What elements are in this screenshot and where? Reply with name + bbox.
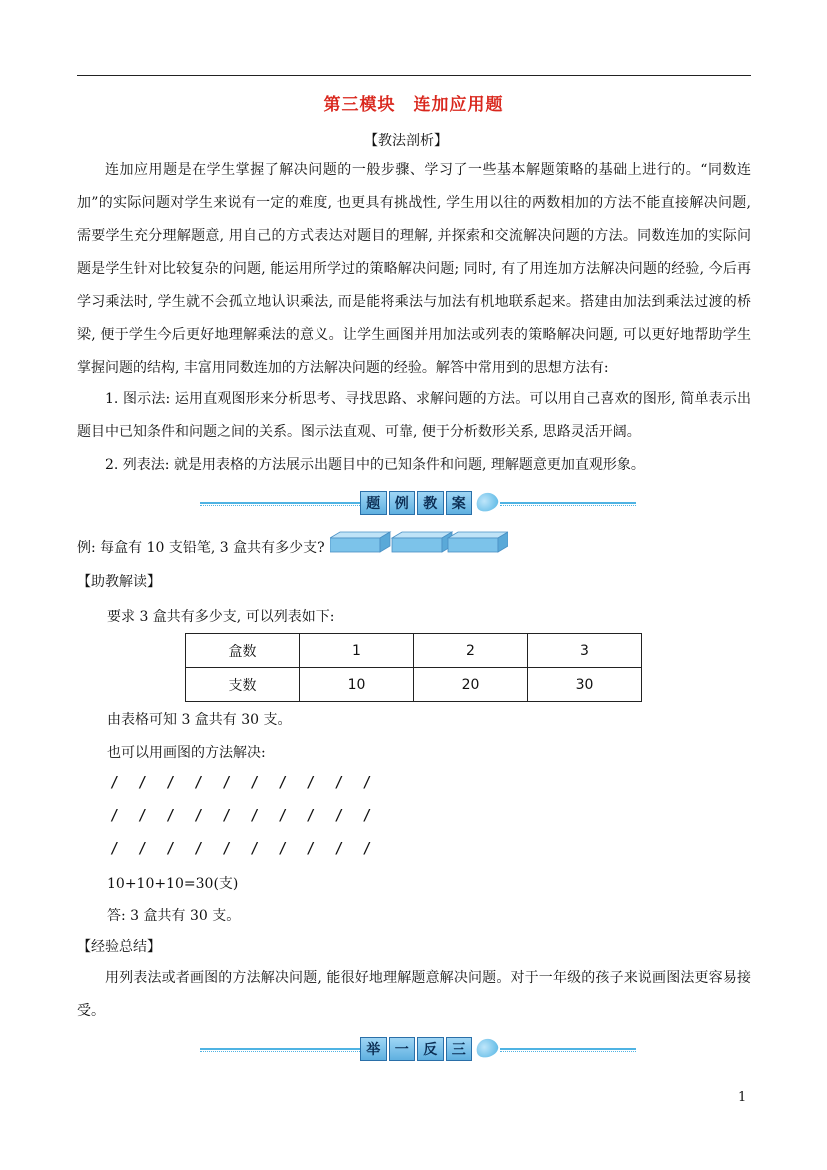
practice-banner — [200, 1037, 640, 1061]
table-cell: 2 — [414, 634, 528, 668]
example-banner — [200, 491, 640, 515]
summary-paragraph: 用列表法或者画图的方法解决问题, 能很好地理解题意解决问题。对于一年级的孩子来说画图法更容易接受。 — [77, 970, 751, 1019]
module-title-part1: 第三模块 — [323, 95, 396, 115]
pencil-boxes-illustration — [330, 530, 508, 554]
method-diagram-paragraph: 1. 图示法: 运用直观图形来分析思考、寻找思路、求解问题的方法。可以用自己喜欢的图形, 简单表示出题目中已知条件和问题之间的关系。图示法直观、可靠, 便于分析数形关系, 思路灵活开阔。 — [77, 391, 751, 440]
banner-char: 例 — [389, 491, 416, 515]
data-table — [185, 633, 642, 702]
banner-char: 举 — [360, 1037, 387, 1061]
banner-char: 题 — [360, 491, 387, 515]
table-cell: 20 — [414, 668, 528, 702]
section-teaching-heading: 【教法剖析】 — [364, 133, 448, 149]
pencil-box-icon — [330, 532, 390, 552]
module-title-part2: 连加应用题 — [413, 95, 504, 115]
leaf-icon — [474, 1036, 501, 1060]
table-conclusion: 由表格可知 3 盒共有 30 支。 — [107, 712, 292, 728]
table-cell: 1 — [300, 634, 414, 668]
banner-char: 教 — [417, 491, 444, 515]
table-row-label: 盒数 — [186, 634, 300, 668]
slash-row: / / / / / / / / / / — [110, 806, 377, 824]
section-help-heading: 【助教解读】 — [77, 574, 161, 590]
header-rule — [77, 75, 751, 76]
table-row — [186, 668, 642, 702]
banner-char: 反 — [417, 1037, 444, 1061]
table-row-label: 支数 — [186, 668, 300, 702]
table-intro: 要求 3 盒共有多少支, 可以列表如下: — [107, 609, 335, 625]
leaf-icon — [474, 490, 501, 514]
intro-paragraph: 连加应用题是在学生掌握了解决问题的一般步骤、学习了一些基本解题策略的基础上进行的。“同数连加”的实际问题对学生来说有一定的难度, 也更具有挑战性, 学生用以往的两数相加的方法不能直接解决问题, 需要学生充分理解题意, 用自己的方式表达对题目的理解, 并探索和交流解决问题的方法。同数连加的实际问题是学生针对比较复杂的问题, 能运用所学过的策略解决问题; 同时, 有了用连加方法解决问题的经验, 今后再学习乘法时, 学生就不会孤立地认识乘法, 而是能将乘法与加法有机地联系起来。搭建由加法到乘法过渡的桥梁, 便于学生今后更好地理解乘法的意义。让学生画图并用加法或列表的策略解决问题, 可以更好地帮助学生掌握问题的结构, 丰富用同数连加的方法解决问题的经验。解答中常用到的思想方法有: — [77, 162, 751, 376]
slash-row: / / / / / / / / / / — [110, 839, 377, 857]
table-cell: 10 — [300, 668, 414, 702]
answer: 答: 3 盒共有 30 支。 — [107, 908, 241, 924]
section-summary-heading: 【经验总结】 — [77, 939, 161, 955]
pencil-box-icon — [392, 532, 452, 552]
example-banner-label — [360, 491, 472, 515]
drawing-intro: 也可以用画图的方法解决: — [107, 745, 266, 761]
method-table-paragraph: 2. 列表法: 就是用表格的方法展示出题目中的已知条件和问题, 理解题意更加直观形象。 — [105, 457, 645, 473]
page-number: 1 — [738, 1090, 747, 1105]
table-cell: 30 — [528, 668, 642, 702]
module-title — [0, 90, 827, 115]
banner-char: 案 — [446, 491, 473, 515]
equation: 10+10+10=30(支) — [107, 876, 239, 892]
table-cell: 3 — [528, 634, 642, 668]
banner-char: 一 — [389, 1037, 416, 1061]
practice-banner-label — [360, 1037, 472, 1061]
table-row — [186, 634, 642, 668]
slash-row: / / / / / / / / / / — [110, 773, 377, 791]
example-question: 例: 每盒有 10 支铅笔, 3 盒共有多少支? — [77, 540, 325, 556]
pencil-box-icon — [448, 532, 508, 552]
banner-char: 三 — [446, 1037, 473, 1061]
